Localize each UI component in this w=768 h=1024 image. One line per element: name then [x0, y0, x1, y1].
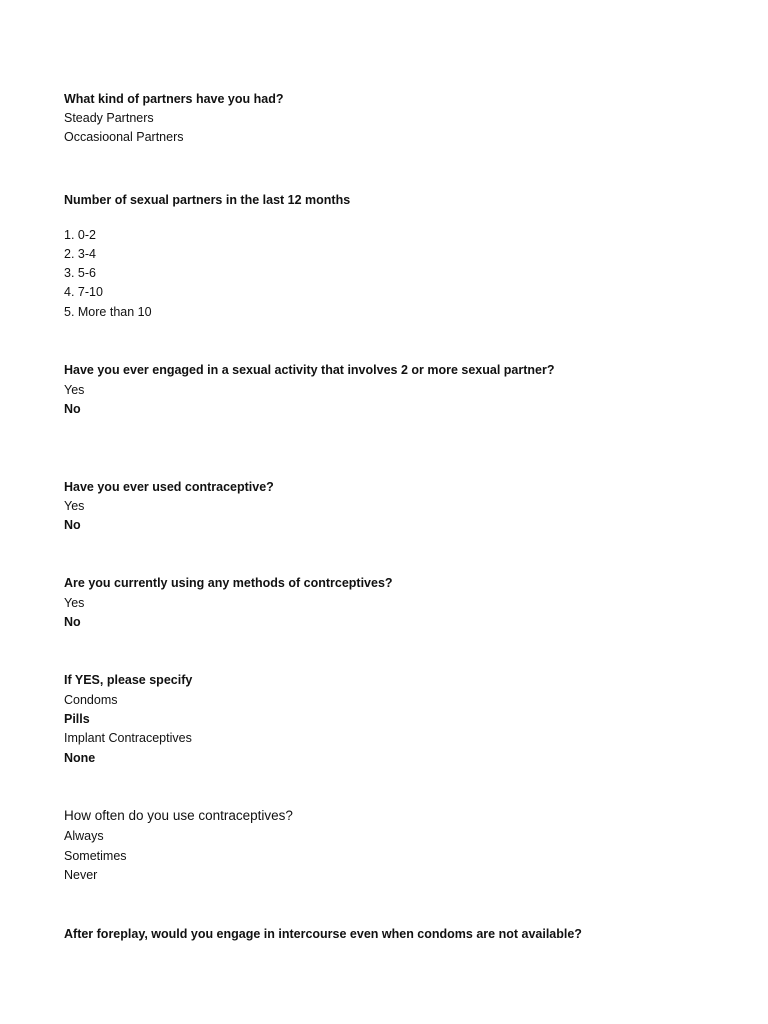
question-currently-using: Are you currently using any methods of contrceptives?	[64, 576, 393, 590]
option-count-0-2: 1. 0-2	[64, 228, 96, 242]
option-always: Always	[64, 829, 104, 843]
option-condoms: Condoms	[64, 693, 118, 707]
option-count-7-10: 4. 7-10	[64, 285, 103, 299]
question-intercourse-without-condoms: After foreplay, would you engage in intercourse even when condoms are not available?	[64, 927, 582, 941]
question-specify-method: If YES, please specify	[64, 673, 193, 687]
option-no: No	[64, 615, 81, 629]
option-sometimes: Sometimes	[64, 849, 127, 863]
question-partner-count: Number of sexual partners in the last 12 months	[64, 193, 351, 207]
option-implant-contraceptives: Implant Contraceptives	[64, 731, 192, 745]
option-no: No	[64, 518, 81, 532]
option-yes: Yes	[64, 596, 85, 610]
option-yes: Yes	[64, 499, 85, 513]
option-none: None	[64, 751, 96, 765]
option-never: Never	[64, 868, 98, 882]
option-yes: Yes	[64, 383, 85, 397]
option-no: No	[64, 402, 81, 416]
option-steady-partners: Steady Partners	[64, 111, 154, 125]
option-pills: Pills	[64, 712, 90, 726]
question-contraceptive-frequency: How often do you use contraceptives?	[64, 808, 293, 823]
question-used-contraceptive: Have you ever used contraceptive?	[64, 480, 274, 494]
question-multiple-partners: Have you ever engaged in a sexual activity that involves 2 or more sexual partner?	[64, 363, 555, 377]
option-count-5-6: 3. 5-6	[64, 266, 96, 280]
question-partner-type: What kind of partners have you had?	[64, 92, 284, 106]
option-count-3-4: 2. 3-4	[64, 247, 96, 261]
option-count-more-than-10: 5. More than 10	[64, 305, 152, 319]
option-occasional-partners: Occasioonal Partners	[64, 130, 184, 144]
